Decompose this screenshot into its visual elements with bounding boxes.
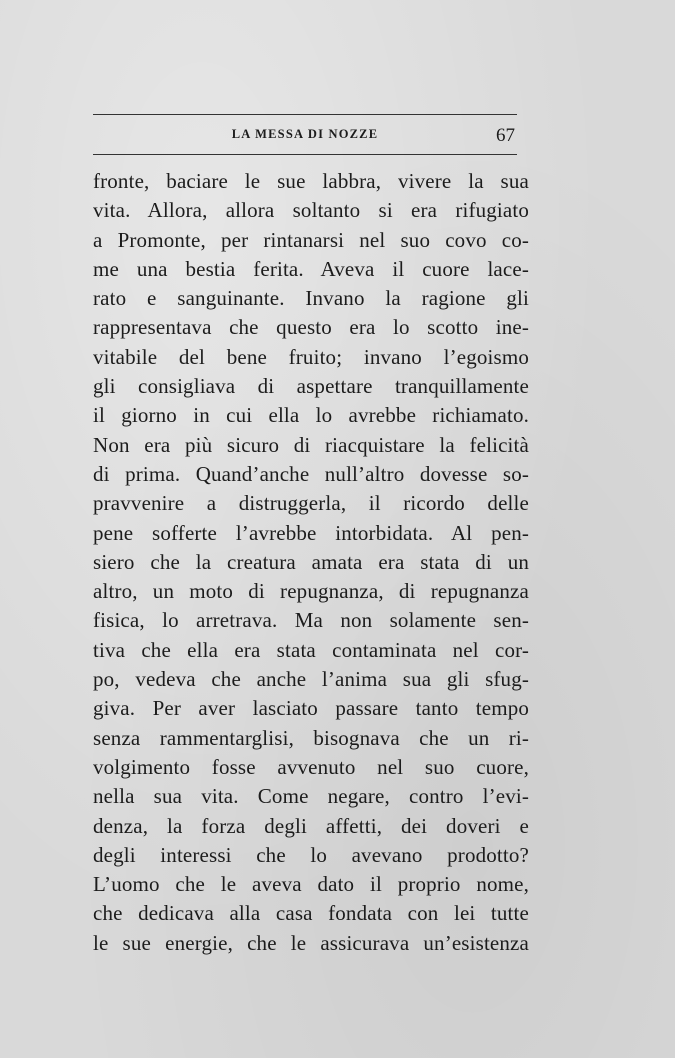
running-head bbox=[93, 125, 517, 149]
text-line: pene sofferte l’avrebbe intorbidata. Al pen- bbox=[93, 520, 529, 545]
text-line: le sue energie, che le assicurava un’esistenza bbox=[93, 930, 529, 955]
text-line: fronte, baciare le sue labbra, vivere la sua bbox=[93, 169, 529, 193]
text-line: altro, un moto di repugnanza, di repugnanza bbox=[93, 579, 529, 604]
text-line: a Promonte, per rintanarsi nel suo covo co- bbox=[93, 227, 529, 252]
text-line: giva. Per aver lasciato passare tanto tempo bbox=[93, 696, 529, 721]
text-line: senza rammentarglisi, bisognava che un ri- bbox=[93, 725, 529, 750]
text-line: il giorno in cui ella lo avrebbe richiamato. bbox=[93, 403, 529, 428]
header-rule-bottom bbox=[93, 154, 517, 155]
text-line: che dedicava alla casa fondata con lei tutte bbox=[93, 901, 529, 926]
text-line: denza, la forza degli affetti, dei doveri e bbox=[93, 813, 529, 838]
text-line: pravvenire a distruggerla, il ricordo delle bbox=[93, 491, 529, 516]
text-line: Non era più sicuro di riacquistare la felicità bbox=[93, 432, 529, 457]
header-rule-top bbox=[93, 114, 517, 115]
text-line: vita. Allora, allora soltanto si era rifugiato bbox=[93, 198, 529, 223]
text-line: degli interessi che lo avevano prodotto? bbox=[93, 842, 529, 867]
text-line: rato e sanguinante. Invano la ragione gli bbox=[93, 286, 529, 311]
text-line: volgimento fosse avvenuto nel suo cuore, bbox=[93, 754, 529, 779]
text-line: vitabile del bene fruito; invano l’egoismo bbox=[93, 344, 529, 369]
page-number: 67 bbox=[496, 125, 515, 146]
text-line: po, vedeva che anche l’anima sua gli sfug- bbox=[93, 667, 529, 692]
text-line: di prima. Quand’anche null’altro dovesse so- bbox=[93, 461, 529, 486]
text-line: rappresentava che questo era lo scotto ine- bbox=[93, 315, 529, 340]
text-line: siero che la creatura amata era stata di un bbox=[93, 549, 529, 574]
text-line: L’uomo che le aveva dato il proprio nome, bbox=[93, 872, 529, 897]
text-line: nella sua vita. Come negare, contro l’evi- bbox=[93, 784, 529, 809]
text-line: gli consigliava di aspettare tranquillamente bbox=[93, 374, 529, 399]
running-title: LA MESSA DI NOZZE bbox=[231, 127, 379, 141]
text-line: me una bestia ferita. Aveva il cuore lace- bbox=[93, 256, 529, 281]
text-line: fisica, lo arretrava. Ma non solamente sen- bbox=[93, 608, 529, 633]
text-line: tiva che ella era stata contaminata nel cor- bbox=[93, 637, 529, 662]
body-text bbox=[93, 167, 529, 958]
